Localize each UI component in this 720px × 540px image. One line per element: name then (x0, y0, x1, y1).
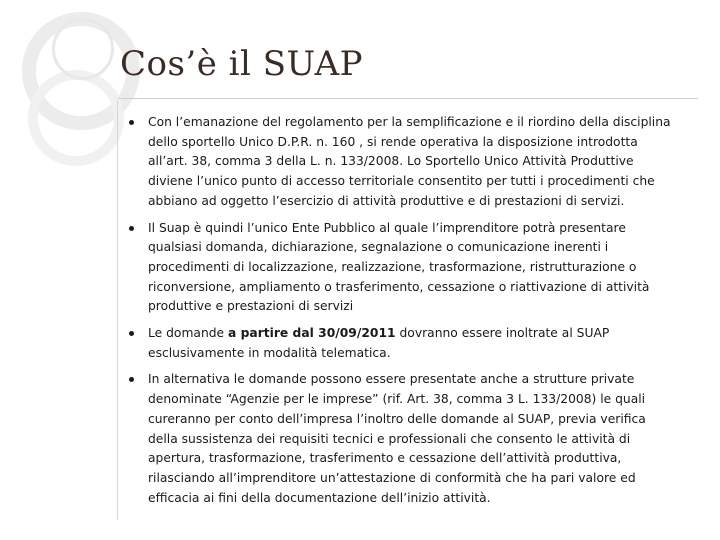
bullet-item (128, 113, 700, 212)
title-divider (118, 98, 698, 99)
bullet-icon (129, 377, 134, 382)
text-line: abbiano ad oggetto l’esercizio di attività produttive e di prestazioni di servizi. (148, 193, 625, 208)
text-line: diviene l’unico punto di accesso territoriale consentito per tutti i procedimenti che (148, 174, 655, 189)
bullet-icon (129, 331, 134, 336)
text-line: dello sportello Unico D.P.R. n. 160 , si rende operativa la disposizione introdotta (148, 134, 638, 149)
text-line: cureranno per conto dell’impresa l’inoltro delle domande al SUAP, previa verifica (148, 411, 646, 426)
bullet-icon (129, 120, 134, 125)
text-line: Con l’emanazione del regolamento per la semplificazione e il riordino della disciplina (148, 115, 671, 129)
text-line: efficacia ai fini della documentazione dell’inizio attività. (148, 490, 491, 505)
bullet-item (128, 219, 700, 318)
text-line: rilasciando all’imprenditore un’attestazione di conformità che ha pari valore ed (148, 470, 636, 485)
text-line: Il Suap è quindi l’unico Ente Pubblico al quale l’imprenditore potrà presentare (148, 220, 626, 235)
text-line: produttive e prestazioni di servizi (148, 299, 354, 314)
left-divider (117, 100, 118, 520)
text-line: In alternativa le domande possono essere presentate anche a strutture private (148, 372, 635, 387)
decorative-ring (28, 70, 124, 166)
text-line: apertura, trasformazione, trasferimento e cessazione dell’attività produttiva, (148, 451, 622, 466)
text-line: procedimenti di localizzazione, realizzazione, trasformazione, ristrutturazione o (148, 259, 637, 274)
text-line: riconversione, ampliamento o trasferimento, cessazione o riattivazione di attività (148, 279, 650, 294)
bullet-list (128, 113, 700, 515)
text-line: denominate “Agenzie per le imprese” (rif. Art. 38, comma 3 L. 133/2008) le quali (148, 392, 646, 407)
text-segment: Le domande (148, 326, 229, 341)
text-line: esclusivamente in modalità telematica. (148, 345, 391, 360)
text-line: all’art. 38, comma 3 della L. n. 133/2008. Lo Sportello Unico Attività Produttive (148, 154, 634, 169)
bullet-icon (129, 226, 134, 231)
bullet-item (128, 370, 700, 508)
bullet-item (128, 324, 700, 363)
text-line: della sussistenza dei requisiti tecnici e professionali che consento le attività di (148, 431, 631, 446)
text-segment: dovranno essere inoltrate al SUAP (395, 326, 610, 341)
decorative-ring (52, 18, 114, 80)
text-line: qualsiasi domanda, dichiarazione, segnalazione o comunicazione inerenti i (148, 240, 609, 255)
slide-title: Cos’è il SUAP (120, 44, 364, 84)
text-line (148, 324, 700, 344)
date-emphasis: a partire dal 30/09/2011 (228, 326, 396, 341)
